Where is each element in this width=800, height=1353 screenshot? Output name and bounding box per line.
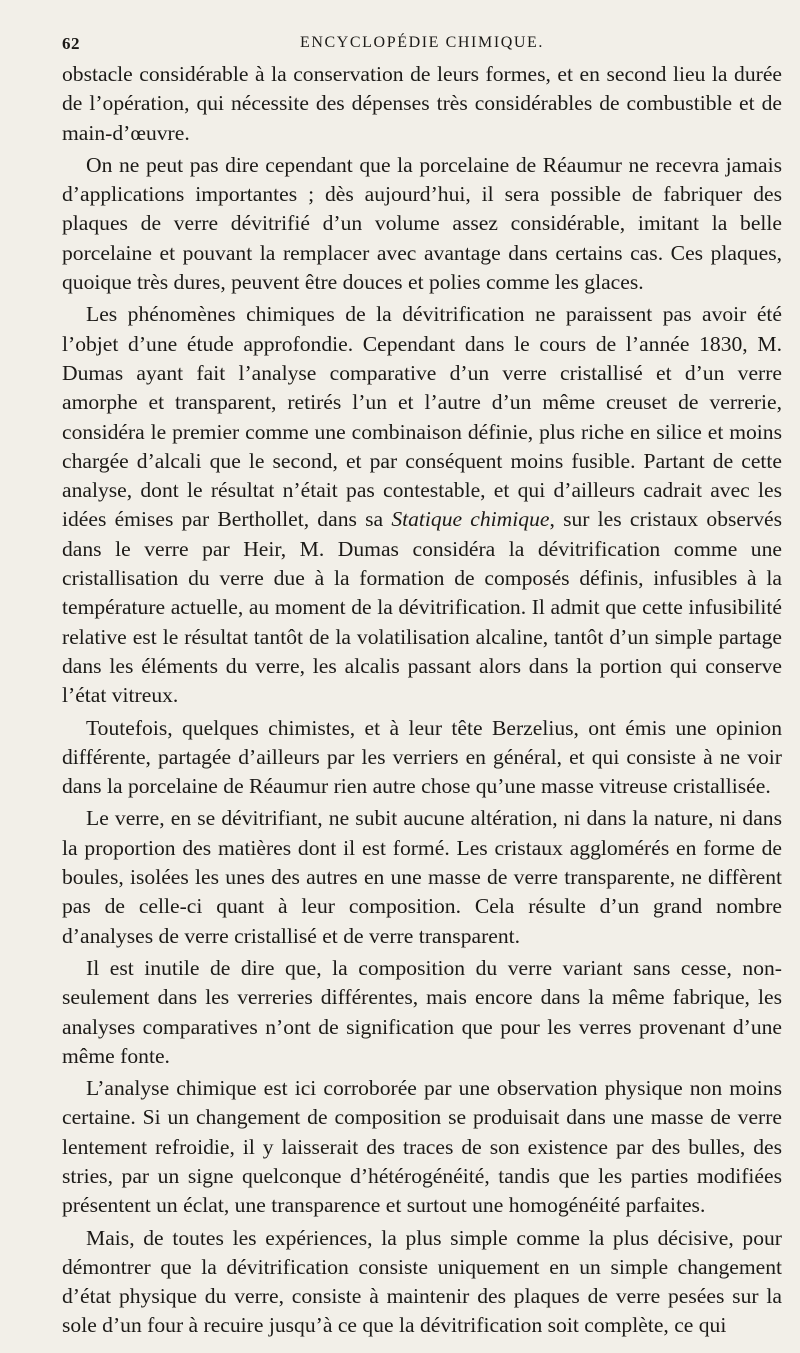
paragraph-6: Il est inutile de dire que, la composition du verre variant sans cesse, non-seulement dans les verreries différentes, mais encore dans la même fabrique, les analyses comparatives n’ont de signification que pour les verres provenant d’une même fonte. [62,955,782,1068]
paragraph-4: Toutefois, quelques chimistes, et à leur tête Berzelius, ont émis une opinion différente, partagée d’ailleurs par les verriers en général, et qui consiste à ne voir dans la porcelaine de Réaumur rien autre chose qu’une masse vitreuse cristallisée. [62,715,782,799]
paragraph-3-text-before: Les phénomènes chimiques de la dévitrification ne paraissent pas avoir été l’objet d’une étude approfondie. Cependant dans le cours de l’année 1830, M. Dumas ayant fait l’analyse comparative d’un verre cristallisé et d’un verre amorphe et transparent, retirés l’un et l’autre d’un même creuset de verrerie, considéra le premier comme une combinaison définie, plus riche en silice et moins chargée d’alcali que le second, et par conséquent moins fusible. Partant de cette analyse, dont le résultat n’était pas contestable, et qui d’ailleurs cadrait avec les idées émises par Berthollet, dans sa [62,302,782,532]
book-title-statique-chimique: Statique chimique [391,507,550,532]
body-text [62,60,782,1341]
paragraph-5: Le verre, en se dévitrifiant, ne subit aucune altération, ni dans la nature, ni dans la proportion des matières dont il est formé. Les cristaux agglomérés en forme de boules, isolées les unes des autres en une masse de verre transparente, ne diffèrent pas de celle-ci quant à leur composition. Cela résulte d’un grand nombre d’analyses de verre cristallisé et de verre transparent. [62,806,782,948]
paragraph-7: L’analyse chimique est ici corroborée par une observation physique non moins certaine. Si un changement de composition se produisait dans une masse de verre lentement refroidie, il y laisserait des traces de son existence par des bulles, des stries, par un signe quelconque d’hétérogénéité, tandis que les parties modifiées présentent un éclat, une transparence et surtout une homogénéité parfaites. [62,1076,782,1218]
running-title: ENCYCLOPÉDIE CHIMIQUE. [299,34,545,51]
paragraph-3-text-after: , sur les cristaux observés dans le verre par Heir, M. Dumas considéra la dévitrification comme une cristallisation du verre due à la formation de composés définis, infusibles à la température actuelle, au moment de la dévitrification. Il admit que cette infusibilité relative est le résultat tantôt de la volatilisation alcaline, tantôt d’un simple partage dans les éléments du verre, les alcalis passant alors dans la portion qui conserve l’état vitreux. [62,507,782,708]
paragraph-1: obstacle considérable à la conservation de leurs formes, et en second lieu la durée de l’opération, qui nécessite des dépenses très considérables de combustible et de main-d’œuvre. [62,62,782,145]
paragraph-2: On ne peut pas dire cependant que la porcelaine de Réaumur ne recevra jamais d’applications importantes ; dès aujourd’hui, il sera possible de fabriquer des plaques de verre dévitrifié d’un volume assez considérable, imitant la belle porcelaine et pouvant la remplacer avec avantage dans certains cas. Ces plaques, quoique très dures, peuvent être douces et polies comme les glaces. [62,152,782,295]
paragraph-3 [62,300,782,710]
paragraph-8: Mais, de toutes les expériences, la plus simple comme la plus décisive, pour démontrer que la dévitrification consiste uniquement en un simple changement d’état physique du verre, consiste à maintenir des plaques de verre pesées sur la sole d’un four à recuire jusqu’à ce que la dévitrification soit complète, ce qui [62,1225,782,1338]
page-header [62,22,782,56]
page-number: 62 [62,34,80,53]
